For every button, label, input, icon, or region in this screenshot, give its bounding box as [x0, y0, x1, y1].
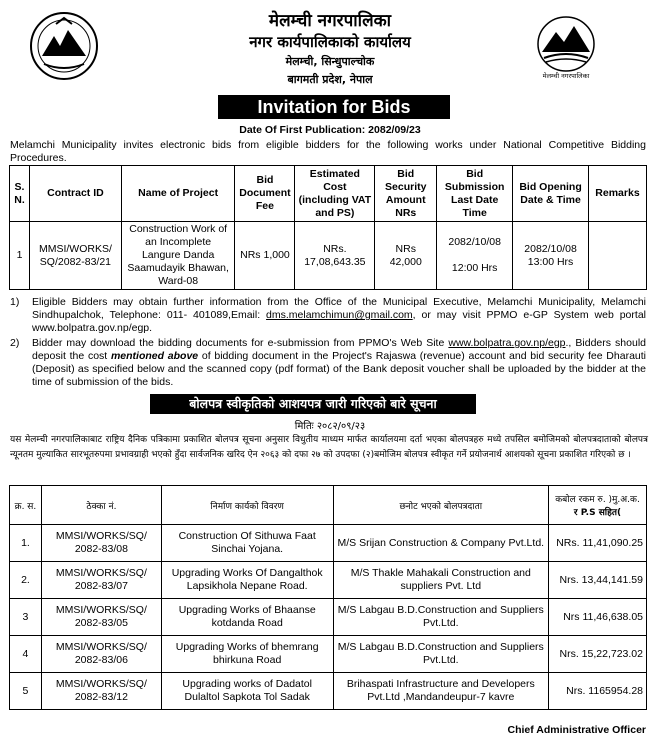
col-award-bidder: छनोट भएको बोलपत्रदाता: [333, 486, 549, 525]
note-1-text-b: , or may visit PPMO e-GP System web portal www.bolpatra.gov.np/egp.: [32, 309, 646, 334]
award-work: Upgrading Works of Bhaanse kotdanda Road: [161, 599, 333, 636]
submission-time: 12:00 Hrs: [451, 262, 498, 274]
award-sn: 3: [10, 599, 42, 636]
row-security: NRs 42,000: [375, 222, 437, 290]
note-2: [10, 337, 646, 389]
col-security: Bid Security Amount NRs: [375, 166, 437, 222]
intro-paragraph: Melamchi Municipality invites electronic bids from eligible bidders for the following works under National Competitive Bidding Procedures.: [10, 139, 646, 164]
award-amount: Nrs 11,46,638.05: [549, 599, 647, 636]
table-row: [10, 636, 647, 673]
row-contract-id: MMSI/WORKS/ SQ/2082-83/21: [29, 222, 121, 290]
award-contract: MMSI/WORKS/SQ/ 2082-83/05: [41, 599, 161, 636]
row-submission: [437, 222, 513, 290]
bolpatra-link[interactable]: www.bolpatra.gov.np/egp: [448, 337, 566, 349]
office-location: मेलम्ची, सिन्धुपाल्चोक: [285, 55, 375, 68]
row-project: Construction Work of an Incomplete Langure Danda Saamudayik Bhawan, Ward-08: [121, 222, 235, 290]
award-bidder: M/S Labgau B.D.Construction and Suppliers Pvt.Ltd.: [333, 636, 549, 673]
col-award-sn: क्र. स.: [10, 486, 42, 525]
table-row: [10, 525, 647, 562]
note-2-text-c: of bidding document in the Project's Rajaswa (revenue) account and bid security fee Dharauti (Deposit) as specified below and the scanned copy (pdf format) of the Bank deposit voucher shall be uploaded by the bidder at the time of submission of the bids.: [32, 350, 646, 388]
award-table-header: [10, 486, 647, 525]
col-award-contract: ठेक्का नं.: [41, 486, 161, 525]
nepal-emblem-icon: [28, 10, 100, 82]
row-sn: 1: [10, 222, 30, 290]
opening-time: 13:00 Hrs: [527, 255, 574, 268]
note-1-text-a: Eligible Bidders may obtain further information from the Office of the Municipal Executive, Melamchi Municipality, Melamchi Sindhupalchok, Telephone: 011- 401089,Email:: [32, 296, 646, 321]
award-table: [9, 485, 647, 710]
table-row: [10, 562, 647, 599]
amount-header-sub: र P.S सहित(: [573, 508, 622, 518]
award-work: Construction Of Sithuwa Faat Sinchai Yojana.: [161, 525, 333, 562]
col-opening: Bid Opening Date & Time: [513, 166, 589, 222]
award-amount: NRs. 11,41,090.25: [549, 525, 647, 562]
municipality-name: मेलम्ची नगरपालिका: [268, 11, 392, 31]
table-row: [10, 599, 647, 636]
award-sn: 4: [10, 636, 42, 673]
logo-caption: मेलम्ची नगरपालिका: [542, 72, 590, 80]
col-sn: S. N.: [10, 166, 30, 222]
col-cost: Estimated Cost (including VAT and PS): [295, 166, 375, 222]
office-name: नगर कार्यपालिकाको कार्यालय: [249, 33, 411, 51]
col-award-work: निर्माण कार्यको विवरण: [161, 486, 333, 525]
award-sn: 1.: [10, 525, 42, 562]
bid-table-header: [10, 166, 647, 222]
opening-date: 2082/10/08: [524, 242, 577, 255]
award-amount: Nrs. 13,44,141.59: [549, 562, 647, 599]
col-project: Name of Project: [121, 166, 235, 222]
award-bidder: M/S Srijan Construction & Company Pvt.Ltd.: [333, 525, 549, 562]
col-contract-id: Contract ID: [29, 166, 121, 222]
np-notice-paragraph: यस मेलम्ची नगरपालिकाबाट राष्ट्रिय दैनिक पत्रिकामा प्रकाशित बोलपत्र सूचना अनुसार विधुतीय माध्यम मार्फत कार्यालयमा दर्ता भएका बोलपत्रहरु मध्ये तपसिल बमोजिमको बोलपत्रदाताको बोलपत्र न्यूनतम मुल्याकित सारभूतरुपमा प्रभावग्राही भएको हुँदा सार्वजनिक खरिद ऐन २०६३ को दफा २७ को उपदफा (२)बमोजिम बोलपत्र स्वीकृत गर्ने प्रयोजनार्थ आशयको सूचना प्रकाशित गरिएको छ ।: [10, 435, 648, 460]
first-publication-date: Date Of First Publication: 2082/09/23: [239, 124, 421, 136]
award-bidder: M/S Labgau B.D.Construction and Suppliers Pvt.Ltd.: [333, 599, 549, 636]
award-contract: MMSI/WORKS/SQ/ 2082-83/06: [41, 636, 161, 673]
col-remarks: Remarks: [588, 166, 646, 222]
award-sn: 5: [10, 673, 42, 710]
col-submission: Bid Submission Last Date Time: [437, 166, 513, 222]
amount-header-main: कबोल रकम रु. )मु.अ.क.: [555, 495, 640, 505]
np-notice-title: बोलपत्र स्वीकृतिको आशयपत्र जारी गरिएको बारे सूचना: [150, 394, 476, 414]
note-2-text-a: Bidder may download the bidding documents for e-submission from PPMO's Web Site: [32, 337, 449, 349]
table-row: [10, 673, 647, 710]
col-fee: Bid Document Fee: [235, 166, 295, 222]
note-1-number: 1): [10, 296, 20, 308]
submission-date: 2082/10/08: [448, 236, 501, 248]
signature: Chief Administrative Officer: [507, 724, 646, 736]
award-amount: Nrs. 1165954.28: [549, 673, 647, 710]
row-remarks: [588, 222, 646, 290]
np-notice-date: मितिः २०८२/०९/२३: [294, 421, 366, 432]
award-contract: MMSI/WORKS/SQ/ 2082-83/08: [41, 525, 161, 562]
municipality-logo-icon: [534, 14, 598, 80]
table-row: [10, 222, 647, 290]
award-work: Upgrading Works Of Dangalthok Lapsikhola Nepane Road.: [161, 562, 333, 599]
col-award-amount: [549, 486, 647, 525]
row-opening: [513, 222, 589, 290]
note-2-text-b: ., Bidders should deposit the cost: [32, 337, 646, 362]
award-sn: 2.: [10, 562, 42, 599]
award-contract: MMSI/WORKS/SQ/ 2082-83/12: [41, 673, 161, 710]
award-work: Upgrading works of Dadatol Dulaltol Sapkota Tol Sadak: [161, 673, 333, 710]
note-1: [10, 296, 646, 335]
award-bidder: M/S Thakle Mahakali Construction and suppliers Pvt. Ltd: [333, 562, 549, 599]
note-2-emphasis: mentioned above: [110, 350, 199, 362]
award-contract: MMSI/WORKS/SQ/ 2082-83/07: [41, 562, 161, 599]
email-link[interactable]: dms.melamchimun@gmail.com: [266, 309, 413, 321]
note-2-number: 2): [10, 337, 20, 349]
row-fee: NRs 1,000: [235, 222, 295, 290]
award-bidder: Brihaspati Infrastructure and Developers Pvt.Ltd ,Mandandeupur-7 kavre: [333, 673, 549, 710]
row-cost: NRs. 17,08,643.35: [295, 222, 375, 290]
bid-table: [9, 165, 647, 290]
invitation-title: Invitation for Bids: [218, 95, 450, 119]
award-work: Upgrading Works of bhemrang bhirkuna Road: [161, 636, 333, 673]
office-province: बागमती प्रदेश, नेपाल: [287, 73, 373, 86]
award-amount: Nrs. 15,22,723.02: [549, 636, 647, 673]
